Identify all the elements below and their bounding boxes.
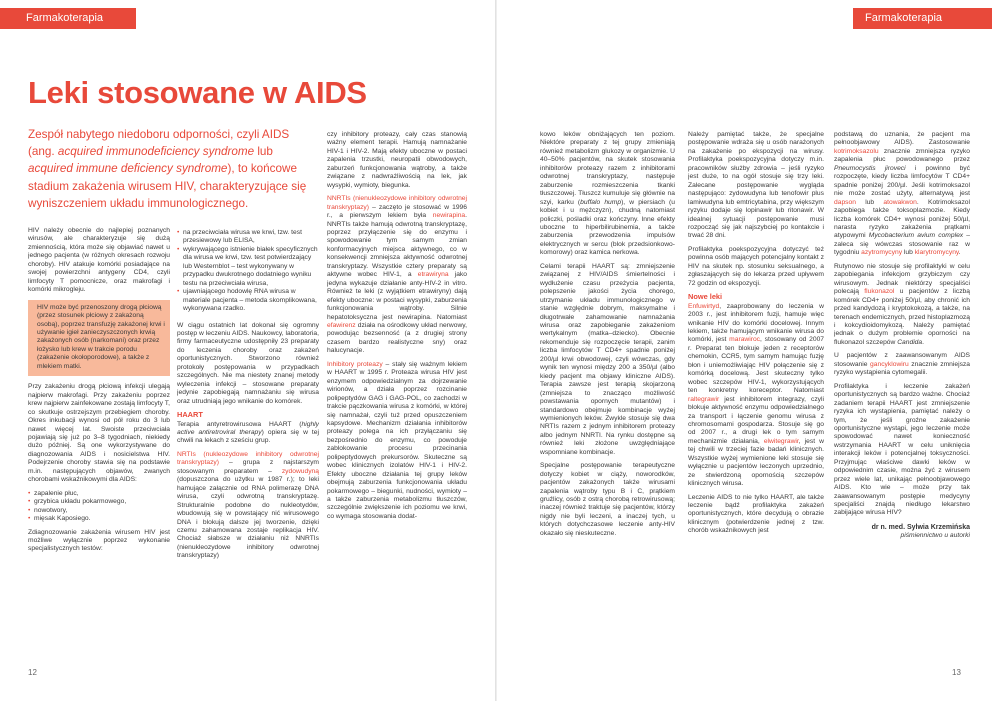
paragraph: Enfuwirtyd, zaaprobowany do leczenia w 2003 r., jest inhibitorem fuzji, hamuje więc wnikanie HIV do komórki docelowej. Innym lekiem, także hamującym wnikanie wirusa do komórki, jest marawiroc, stosowany od 2007 r. Preparat ten blokuje jeden z receptorów chemokin, CCR5, tym samym hamując fuzję błon i uniemożliwiając HIV połączenie się z komórką docelową. Jest skuteczny tylko wobec szczepów HIV-1, wykorzystujących ten konkretny koreceptor. Natomiast raltegrawir jest inhibitorem integrazy, czyli blokuje aktywność enzymu odpowiedzialnego za transport i łączenie genomu wirusa z chromosomami gospodarza. Stosuje się go od 2007 r., a drugi lek o tym samym mechanizmie działania, elwitegrawir, jest w tej chwili w trzeciej fazie badań klinicznych. Wszystkie wyżej wymienione leki stosuje się wyłącznie u pacjentów leczonych uprzednio, ze stwierdzoną opornością szczepów klinicznych wirusa. [688, 302, 824, 488]
paragraph: NNRTIs (nienukleozydowe inhibitory odwrotnej transkryptazy) – zaczęto je stosować w 1996 r., a pierwszym lekiem była newirapina. NNRTIs także hamują odwrotną transkryptazę, poprzez przyłączenie się do enzymu i spowodowanie tym samym zmian konformacyjnych miejsca aktywnego, co w konsekwencji zmniejsza aktywność odwrotnej transkryptazy. Wszystkie cztery preparaty są aktywne wobec HIV-1, a etrawiryna jako jedyna wykazuje działanie anty-HIV-2 in vitro. Również te leki (z wyjątkiem etrawiryny) dają efekty uboczne: w postaci wysypki, zaburzenia funkcjonowania wątroby. Silnie hepatotoksyczna jest newirapina. Natomiast efawirenz działa na ośrodkowy układ nerwowy, powodując bezsenność (a z drugiej strony czasem bardzo realistyczne sny) oraz halucynacje. [327, 195, 467, 355]
column-6 [834, 131, 970, 541]
list-item: • wykrywającego istnienie białek specyficznych dla wirusa we krwi, tzw. test potwierdzający lub Westernblot – test wykonywany w przypadku dwukrotnego dodatniego wyniku testu na przeciwciała wirusa, [177, 246, 319, 288]
paragraph: Profilaktyka i leczenie zakażeń oportunistycznych są bardzo ważne. Chociaż zadaniem terapii HAART jest zmniejszenie ryzyka ich wystąpienia, pamiętać należy o tym, że jeśli groźne zakażenie oportunistyczne wystąpi, jego leczenie może spowodować nawet konieczność wstrzymania HAART w celu uniknięcia interakcji leków i potencjalnej toksyczności. Przyjmując właściwe dawki leków w odpowiednim czasie, można żyć z wirusem przez wiele lat, unikając pełnoobjawowego AIDS. Kto wie – może przy tak zaawansowanym postępie medycyny specjaliści znajdą niedługo lekarstwo zabijające wirusa HIV? [834, 382, 970, 517]
paragraph: Profilaktyka poekspozycyjna dotyczyć też powinna osób mających potencjalny kontakt z HIV na skutek np. stosunku seksualnego, a zgłaszających się do lekarza przed upływem 72 godzin od ekspozycji. [688, 245, 824, 287]
page-number-right: 13 [952, 668, 961, 677]
paragraph: Terapia antyretrowirusowa HAART (highly active antiretroviral therapy) opiera się w tej chwili na lekach z sześciu grup. [177, 420, 319, 445]
section-heading-new-drugs: Nowe leki [688, 292, 723, 302]
paragraph: U pacjentów z zaawansowanym AIDS stosowanie gancyklowiru znacznie zmniejsza ryzyko wystąpienia cytomegalii. [834, 352, 970, 377]
section-tab-right: Farmakoterapia [853, 8, 992, 29]
list-item: • zapalenie płuc, [28, 490, 170, 498]
paragraph: kowo leków obniżających ten poziom. Niektóre preparaty z tej grupy zmieniają również metabolizm glukozy w organizmie. U 40–50% pacjentów, na skutek stosowania inhibitorów proteazy razem z inhibitorami odwrotnej transkryptazy, następuje zaburzenie rozmieszczenia tkanki tłuszczowej. Tłuszcz kumuluje się głównie na szyi, karku (buffalo hump), w piersiach (u kobiet i u mężczyzn), chudną natomiast policzki, pośladki oraz kończyny. Inne efekty uboczne to hiperbilirubinemia, a także zaburzenia przewodzenia impulsów elektrycznych w sercu (blok przedsionkowo-komorowy) oraz kamica nerkowa. [540, 131, 675, 257]
paragraph: Rutynowo nie stosuje się profilaktyki w celu zapobiegania infekcjom grzybiczym czy wirusowym. Jednak niektórzy specjaliści polecają flukonazol u pacjentów z liczbą komórek CD4+ poniżej 50/µl, aby chronić ich przed kandydozą i kryptokokozą, a także, na terenach endemicznych, przed histoplazmozą i kokcydioidomykozą. Należy pamiętać jednak o dużym problemie oporności na flukonazol szczepów Candida. [834, 262, 970, 346]
callout-text: HIV może być przenoszony drogą płciową (przez stosunek płciowy z zakażoną osobą), poprzez transfuzję zakażonej krwi i używanie igieł zanieczyszczonych krwią zakażonych osób (narkomani) oraz przez łożysko lub krew w trakcie porodu (zakażenie okołoporodowe), a także z mlekiem matki. [37, 303, 165, 370]
paragraph: Inhibitory proteazy – stały się ważnym lekiem w HAART w 1995 r. Proteaza wirusa HIV jest enzymem odpowiedzialnym za dojrzewanie wirionów, a działa poprzez rozcinanie polipeptydów GAG i GAG-POL, co zachodzi w trakcie pączkowania wirusa z komórki, w której się namnażał, czyli tuż przed opuszczeniem kapsydowe. Mechanizm działania inhibitorów proteazy polega na ich przyłączaniu się bezpośrednio do enzymu, co powoduje zablokowanie procesu przecinania polipeptydowych prekursorów. Skuteczne są wobec klinicznych izolatów HIV-1 i HIV-2. Efekty uboczne działania tej grupy leków obejmują zaburzenia funkcjonowania układu pokarmowego – biegunki, nudności, wymioty – a także zaburzenia metabolizmu tłuszczów, szczególnie zwiększenie ich poziomu we krwi, co wymaga stosowania dodat- [327, 360, 467, 520]
list-item: • na przeciwciała wirusa we krwi, tzw. test przesiewowy lub ELISA, [177, 229, 319, 246]
indicator-diseases-list [28, 490, 170, 524]
callout-box [28, 300, 170, 377]
paragraph: NRTIs (nukleozydowe inhibitory odwrotnej transkryptazy) – grupa z najstarszym stosowanym preparatem – zydowudyną (dopuszczona do użytku w 1987 r.); to leki hamujące załącznie od RNA polimerazę DNA wirusa, czyli odwrotną transkryptazę. Strukturalnie podobne do nukleotydów, wbudowują się w powstający nić wirusowego DNA i blokują dalsze jej tworzenie, dzięki czemu zahamowana zostaje replikacja HIV. Chociaż słabsze w działaniu niż NNRTIs (nienukleozydowe inhibitory odwrotnej transkryptazy) [177, 450, 319, 560]
page-number-left: 12 [28, 668, 37, 677]
paragraph: Przy zakażeniu drogą płciową infekcji ulegają najpierw makrofagi. Przy zakażeniu poprzez krew najpierw zainfekowane zostają limfocyty T, co skutkuje ostrzejszym przebiegiem choroby. Okres inkubacji wynosi od pół roku do 3 lub nawet więcej lat. Swoiste przeciwciała pojawiają się już po 3–8 tygodniach, niekiedy dużo później. Są one wykorzystywane do diagnozowania AIDS i nosicielstwa HIV. Podejrzenie choroby stawia się na podstawie m.in. następujących objawów, zwanych chorobami wskaźnikowymi dla AIDS: [28, 383, 170, 484]
author-signature [834, 524, 970, 541]
paragraph: Specjalne postępowanie terapeutyczne dotyczy kobiet w ciąży, noworodków, pacjentów zakażonych także wirusami zapalenia wątroby typu B i C, prątkiem gruźlicy, osób z ostrą chorobą retrowirusową; inaczej również traktuje się pacjentów, którzy nigdy nie byli leczeni, a inaczej tych, u których dotychczasowe leczenie anty-HIV okazało się nieskuteczne. [540, 462, 675, 537]
paragraph: podstawą do uznania, że pacjent ma pełnoobjawowy AIDS). Zastosowanie kotrimoksazolu znacznie zmniejsza ryzyko zapalenia płuc powodowanego przez Pneumocystis jiroveci i powinno być rozpoczęte, kiedy liczba limfocytów T CD4+ spadnie poniżej 200/µl. Jeśli kotrimoksazol nie może zostać użyty, alternatywą jest dapson lub atowakwon. Kotrimoksazol zapobiega także toksoplazmozie. Kiedy liczba komórek CD4+ wynosi poniżej 50/µl, narasta ryzyko zakażenia prątkami atypowymi Mycobacterium avium complex – zaleca się wówczas stosowanie raz w tygodniu azytromycyny lub klarytromycyny. [834, 131, 970, 257]
paragraph: Celami terapii HAART są: zmniejszenie związanej z HIV/AIDS śmiertelności i wydłużenie czasu przeżycia pacjenta, polepszenie jakości życia chorego, utrzymanie układu immunologicznego w stanie względnie dobrym, maksymalne i długotrwałe zahamowanie namnażania wirusa oraz zapobieganie zakażeniom wertykalnym (matka–dziecko). Obecnie rekomenduje się rozpoczęcie terapii, zanim liczba limfocytów T CD4+ spadnie poniżej 200/µl krwi obwodowej, czyli wówczas, gdy wynik ten wynosi między 200 a 350/µl (albo kiedy pacjent ma objawy kliniczne AIDS). Terapia zawsze jest terapią skojarzoną (zmniejsza to znacząco możliwość powstawania opornych mutantów) i standardowo obejmuje kombinacje wyżej wymienionych leków. Zwykle stosuje się dwa NRTIs razem z jednym inhibitorem proteazy albo jednym NNRTI. Na rynku dostępne są również leki złożone uwzględniające wspomniane kombinacje. [540, 262, 675, 456]
column-5 [688, 131, 824, 541]
list-item: • mięsak Kaposiego. [28, 515, 170, 523]
section-heading-haart: HAART [177, 410, 203, 420]
paragraph: W ciągu ostatnich lat dokonał się ogromny postęp w leczeniu AIDS. Naukowcy, laboratoria, firmy farmaceutyczne udostępniły 23 preparaty do leczenia choroby oraz zakażeń oportunistycznych. Stworzono również protokoły postępowania w przypadkach szczególnych. Nie ma niestety znanej metody wyleczenia infekcji – stosowane preparaty jedynie zapobiegają namnażaniu się wirusa oraz utrudniają jego wnikanie do komórek. [177, 321, 319, 405]
paragraph: HIV należy obecnie do najlepiej poznanych wirusów, ale charakteryzuje się dużą zmiennością, która może się objawiać nawet u jednego pacjenta (w różnych okresach rozwoju choroby). HIV atakuje komórki posiadające na swojej powierzchni antygeny CD4, czyli limfocyty T pomocnicze, oraz makrofagi i komórki mikrogleju. [28, 227, 170, 294]
column-3 [327, 131, 467, 526]
paragraph: czy inhibitory proteazy, cały czas stanowią ważny element terapii. Hamują namnażanie HIV-1 i HIV-2. Mają efekty uboczne w postaci zapalenia trzustki, neuropatii obwodowych, zaburzeń funkcjonowania wątroby, a także związane z nadwrażliwością na lek, jak wysypki, wymioty, biegunka. [327, 131, 467, 189]
article-title: Leki stosowane w AIDS [28, 75, 367, 110]
section-tab-left: Farmakoterapia [0, 8, 136, 29]
author-name: dr n. med. Sylwia Krzemińska [871, 523, 970, 531]
column-2 [177, 229, 319, 566]
paragraph: Leczenie AIDS to nie tylko HAART, ale także leczenie bądź profilaktyka zakażeń oportunistycznych, które decydują o obrazie klinicznym (potwierdzenie jednej z tzw. chorób wskaźnikowych jest [688, 493, 824, 535]
column-4 [540, 131, 675, 543]
paragraph: Należy pamiętać także, że specjalne postępowanie wdraża się u osób narażonych na zakażenie po ekspozycji na wirusy. Profilaktyka poekspozycyjna dotyczy m.in. pracowników służby zdrowia – jeśli ryzyko jest duże, to na ogół stosuje się trzy leki. Zalecane postępowanie wygląda następująco: zydowudyna lub tenofowir plus lamiwudyna lub emtricytabina, przy większym ryzyku dodaje się lopinawir lub ritonawir. W idealnej sytuacji postępowanie musi rozpocząć się jak najszybciej po kontakcie i trwać 28 dni. [688, 131, 824, 240]
list-item: • nowotwory, [28, 507, 170, 515]
author-note: piśmiennictwo u autorki [900, 532, 970, 540]
tests-list [177, 229, 319, 314]
paragraph: Zdiagnozowanie zakażenia wirusem HIV jest możliwe wyłącznie poprzez wykonanie specjalistycznych testów: [28, 528, 170, 553]
list-item: • grzybica układu pokarmowego, [28, 498, 170, 506]
article-lead: Zespół nabytego niedoboru odporności, czyli AIDS (ang. acquired immunodeficiency syndrome lub acquired immune deficiency syndrome), to końcowe stadium zakażenia wirusem HIV, charakteryzujące się wyniszczeniem układu immunologicznego. [28, 128, 307, 210]
column-1 [28, 227, 170, 559]
list-item: • ujawniającego hodowlę RNA wirusa w materiale pacjenta – metoda skomplikowana, wykonywana rzadko. [177, 288, 319, 313]
